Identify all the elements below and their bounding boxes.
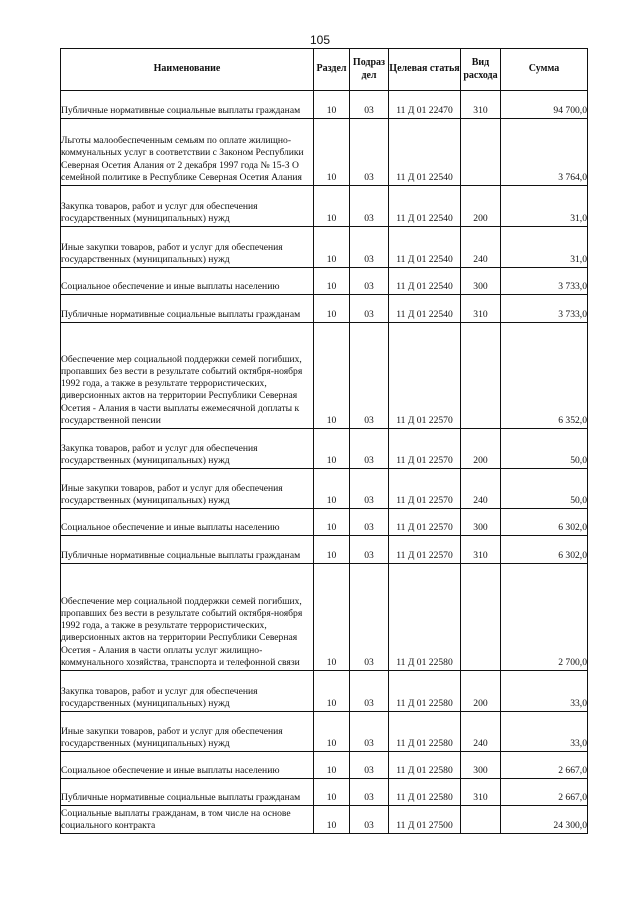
row-name: Публичные нормативные социальные выплаты гражданам <box>61 91 314 119</box>
row-amount: 6 302,0 <box>501 536 588 564</box>
row-subsection: 03 <box>350 806 389 834</box>
row-amount: 24 300,0 <box>501 806 588 834</box>
row-amount: 3 733,0 <box>501 268 588 295</box>
row-subsection: 03 <box>350 712 389 752</box>
row-subsection: 03 <box>350 509 389 536</box>
row-section: 10 <box>314 227 350 268</box>
header-target: Целевая статья <box>389 49 461 91</box>
budget-table <box>60 48 588 834</box>
row-expense-type: 240 <box>461 469 501 509</box>
table-row <box>61 779 588 806</box>
row-amount: 2 667,0 <box>501 779 588 806</box>
row-expense-type: 200 <box>461 186 501 227</box>
table-row <box>61 806 588 834</box>
row-expense-type: 240 <box>461 227 501 268</box>
row-subsection: 03 <box>350 227 389 268</box>
table-row <box>61 91 588 119</box>
row-subsection: 03 <box>350 186 389 227</box>
row-name: Социальные выплаты гражданам, в том числе на основе социального контракта <box>61 806 314 834</box>
row-expense-type: 310 <box>461 536 501 564</box>
table-row <box>61 752 588 779</box>
row-name: Закупка товаров, работ и услуг для обеспечения государственных (муниципальных) нужд <box>61 186 314 227</box>
header-section: Раздел <box>314 49 350 91</box>
table-header <box>61 49 588 91</box>
row-subsection: 03 <box>350 469 389 509</box>
row-target: 11 Д 01 22540 <box>389 227 461 268</box>
row-expense-type: 300 <box>461 752 501 779</box>
table-row <box>61 671 588 712</box>
table-row <box>61 323 588 429</box>
row-section: 10 <box>314 671 350 712</box>
row-target: 11 Д 01 27500 <box>389 806 461 834</box>
row-expense-type <box>461 806 501 834</box>
row-name: Социальное обеспечение и иные выплаты населению <box>61 509 314 536</box>
row-subsection: 03 <box>350 536 389 564</box>
row-amount: 3 764,0 <box>501 119 588 186</box>
row-subsection: 03 <box>350 268 389 295</box>
row-expense-type <box>461 119 501 186</box>
row-target: 11 Д 01 22570 <box>389 509 461 536</box>
row-target: 11 Д 01 22540 <box>389 119 461 186</box>
table-row <box>61 227 588 268</box>
header-name: Наименование <box>61 49 314 91</box>
row-subsection: 03 <box>350 564 389 671</box>
header-expense-type: Вид расхода <box>461 49 501 91</box>
row-name: Публичные нормативные социальные выплаты гражданам <box>61 536 314 564</box>
row-section: 10 <box>314 806 350 834</box>
row-subsection: 03 <box>350 779 389 806</box>
row-section: 10 <box>314 323 350 429</box>
row-subsection: 03 <box>350 429 389 469</box>
row-section: 10 <box>314 186 350 227</box>
row-section: 10 <box>314 752 350 779</box>
row-amount: 50,0 <box>501 429 588 469</box>
row-subsection: 03 <box>350 119 389 186</box>
row-amount: 3 733,0 <box>501 295 588 323</box>
row-name: Иные закупки товаров, работ и услуг для обеспечения государственных (муниципальных) нужд <box>61 469 314 509</box>
row-name: Публичные нормативные социальные выплаты гражданам <box>61 295 314 323</box>
table-row <box>61 295 588 323</box>
row-expense-type <box>461 564 501 671</box>
table-row <box>61 469 588 509</box>
row-name: Иные закупки товаров, работ и услуг для обеспечения государственных (муниципальных) нужд <box>61 712 314 752</box>
row-target: 11 Д 01 22570 <box>389 469 461 509</box>
row-amount: 6 352,0 <box>501 323 588 429</box>
row-section: 10 <box>314 119 350 186</box>
row-amount: 31,0 <box>501 186 588 227</box>
row-subsection: 03 <box>350 671 389 712</box>
row-expense-type <box>461 323 501 429</box>
table-row <box>61 119 588 186</box>
row-expense-type: 200 <box>461 671 501 712</box>
header-amount: Сумма <box>501 49 588 91</box>
table-row <box>61 186 588 227</box>
row-section: 10 <box>314 564 350 671</box>
row-expense-type: 300 <box>461 268 501 295</box>
row-expense-type: 240 <box>461 712 501 752</box>
row-expense-type: 310 <box>461 91 501 119</box>
row-amount: 2 700,0 <box>501 564 588 671</box>
row-section: 10 <box>314 779 350 806</box>
row-name: Публичные нормативные социальные выплаты гражданам <box>61 779 314 806</box>
row-section: 10 <box>314 509 350 536</box>
page-number: 105 <box>309 33 331 47</box>
table-row <box>61 509 588 536</box>
table-row <box>61 564 588 671</box>
row-target: 11 Д 01 22580 <box>389 671 461 712</box>
row-amount: 33,0 <box>501 671 588 712</box>
row-name: Иные закупки товаров, работ и услуг для обеспечения государственных (муниципальных) нужд <box>61 227 314 268</box>
row-subsection: 03 <box>350 295 389 323</box>
row-amount: 33,0 <box>501 712 588 752</box>
row-target: 11 Д 01 22570 <box>389 536 461 564</box>
row-amount: 31,0 <box>501 227 588 268</box>
row-target: 11 Д 01 22570 <box>389 429 461 469</box>
header-subsection: Подраз дел <box>350 49 389 91</box>
row-name: Закупка товаров, работ и услуг для обеспечения государственных (муниципальных) нужд <box>61 429 314 469</box>
row-amount: 2 667,0 <box>501 752 588 779</box>
row-target: 11 Д 01 22580 <box>389 712 461 752</box>
row-target: 11 Д 01 22540 <box>389 186 461 227</box>
table-row <box>61 429 588 469</box>
row-amount: 6 302,0 <box>501 509 588 536</box>
row-section: 10 <box>314 536 350 564</box>
row-amount: 50,0 <box>501 469 588 509</box>
row-name: Социальное обеспечение и иные выплаты населению <box>61 752 314 779</box>
row-subsection: 03 <box>350 91 389 119</box>
row-name: Обеспечение мер социальной поддержки семей погибших, пропавших без вести в результате событий октября-ноября 1992 года, а также в результате террористических, диверсионных актов на территории Республики Северная Осетия - Алания в части оплаты услуг жилищно-коммунального хозяйства, транспорта и телефонной связи <box>61 564 314 671</box>
row-amount: 94 700,0 <box>501 91 588 119</box>
row-target: 11 Д 01 22580 <box>389 779 461 806</box>
row-expense-type: 200 <box>461 429 501 469</box>
row-expense-type: 310 <box>461 295 501 323</box>
table-body <box>61 91 588 834</box>
row-expense-type: 300 <box>461 509 501 536</box>
row-target: 11 Д 01 22540 <box>389 268 461 295</box>
row-section: 10 <box>314 91 350 119</box>
row-section: 10 <box>314 268 350 295</box>
row-target: 11 Д 01 22580 <box>389 564 461 671</box>
table-row <box>61 268 588 295</box>
row-section: 10 <box>314 295 350 323</box>
table-row <box>61 712 588 752</box>
row-name: Социальное обеспечение и иные выплаты населению <box>61 268 314 295</box>
row-name: Закупка товаров, работ и услуг для обеспечения государственных (муниципальных) нужд <box>61 671 314 712</box>
row-target: 11 Д 01 22570 <box>389 323 461 429</box>
row-target: 11 Д 01 22470 <box>389 91 461 119</box>
row-target: 11 Д 01 22580 <box>389 752 461 779</box>
row-section: 10 <box>314 712 350 752</box>
row-name: Льготы малообеспеченным семьям по оплате жилищно-коммунальных услуг в соответствии с Законом Республики Северная Осетия Алания от 2 декабря 1997 года № 15-З О семейной политике в Республике Северная Осетия Алания <box>61 119 314 186</box>
row-section: 10 <box>314 469 350 509</box>
row-target: 11 Д 01 22540 <box>389 295 461 323</box>
row-subsection: 03 <box>350 323 389 429</box>
row-name: Обеспечение мер социальной поддержки семей погибших, пропавших без вести в результате событий октября-ноября 1992 года, а также в результате террористических, диверсионных актов на территории Республики Северная Осетия - Алания в части выплаты ежемесячной доплаты к государственной пенсии <box>61 323 314 429</box>
row-expense-type: 310 <box>461 779 501 806</box>
table-row <box>61 536 588 564</box>
row-subsection: 03 <box>350 752 389 779</box>
row-section: 10 <box>314 429 350 469</box>
